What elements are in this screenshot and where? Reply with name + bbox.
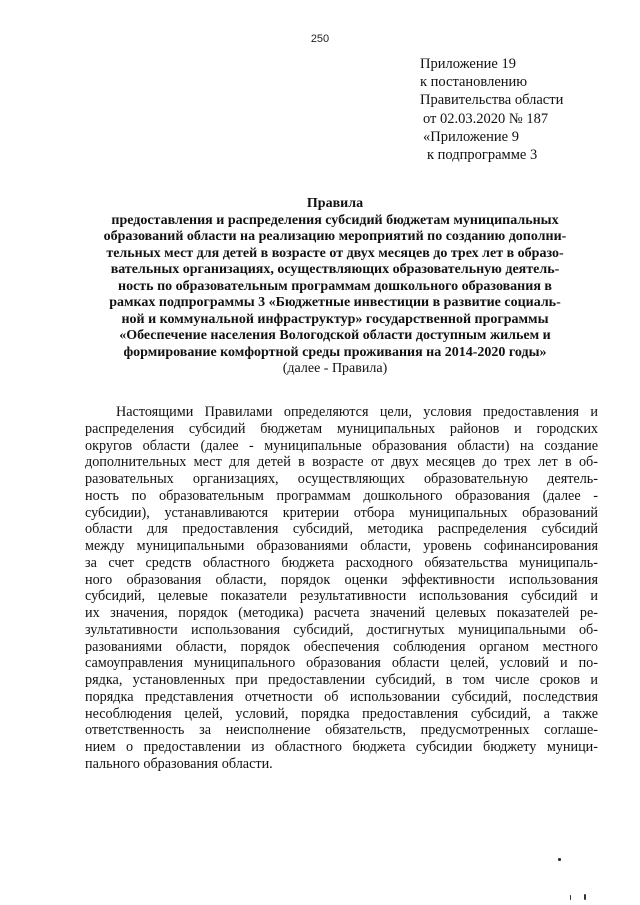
scan-speck [558,858,561,861]
body-line: округов области (далее - муниципальные образования области) на создание [85,437,598,454]
body-line: зультативности использования субсидий, достигнутых муниципальными об- [85,621,598,638]
body-line: субсидии), устанавливаются критерии отбора муниципальных образований [85,504,598,521]
document-title [85,196,585,378]
body-line: порядка представления отчетности об использовании субсидий, последствия [85,688,598,705]
body-line: распределения субсидий бюджетам муниципальных районов и городских [85,420,598,437]
title-note: (далее - Правила) [282,361,388,376]
title-heading: Правила [306,196,364,211]
body-line: ного образования области, порядок оценки эффективности использования [85,571,598,588]
body-line: области для предоставления субсидий, методика распределения субсидий [85,521,598,538]
scan-speck [570,895,571,900]
appendix-line: Правительства области [420,92,564,109]
page-number: 250 [310,33,330,45]
body-line: разованиями области, порядок обеспечения соблюдения органом местного [85,638,598,655]
appendix-line: Приложение 19 [420,56,516,72]
body-line: за счет средств областного бюджета расходного обязательства муниципаль- [85,554,598,571]
scan-speck [584,894,586,900]
body-line: Настоящими Правилами определяются цели, условия предоставления и [116,404,598,420]
body-line: рядка, установленных при предоставлении субсидий, в том числе сроков и [85,672,598,688]
appendix-line: к постановлению [420,74,528,91]
body-line: их значения, порядок (методика) расчета значений целевых показателей ре- [85,605,598,621]
body-line: пального образования области. [85,755,273,772]
title-line: формирование комфортной среды проживания на 2014-2020 годы» [123,344,547,360]
body-line: самоуправления муниципального образования области целей, условий и по- [85,655,598,672]
title-line: предоставления и распределения субсидий бюджетам муниципальных [111,212,559,228]
body-line: ответственность за неисполнение обязательств, предусмотренных соглаше- [85,722,598,739]
body-line: между муниципальными образованиями области, уровень софинансирования [85,538,598,554]
body-line: нием о предоставлении из областного бюджета субсидии бюджету муници- [85,739,598,755]
body-line: субсидий, целевые показатели результативности использования субсидий и [85,588,598,605]
title-line: «Обеспечение населения Вологодской области доступным жильем и [119,328,551,343]
appendix-line: к подпрограмме 3 [427,147,538,164]
title-line: вательных организациях, осуществляющих образовательную деятель- [110,262,560,277]
title-line: ность по образовательным программам дошкольного образования в [118,278,552,294]
body-line: несоблюдения целей, условий, порядка предоставления субсидий, а также [85,705,598,722]
body-line: дополнительных мест для детей в возрасте от двух месяцев до трех лет в об- [85,454,598,471]
body-paragraph [85,404,598,773]
title-line: рамках подпрограммы 3 «Бюджетные инвестиции в развитие социаль- [109,295,561,310]
body-line: ность по образовательным программам дошкольного образования (далее - [85,487,598,504]
appendix-header [420,55,563,164]
title-line: образований области на реализацию мероприятий по созданию дополни- [103,229,567,244]
body-line: разовательных организациях, осуществляющих образовательную деятель- [85,471,598,487]
title-line: ной и коммунальной инфраструктур» государственной программы [121,311,549,327]
appendix-line: «Приложение 9 [423,128,519,145]
appendix-line: от 02.03.2020 № 187 [423,110,549,127]
title-line: тельных мест для детей в возрасте от двух месяцев до трех лет в образо- [106,245,564,261]
